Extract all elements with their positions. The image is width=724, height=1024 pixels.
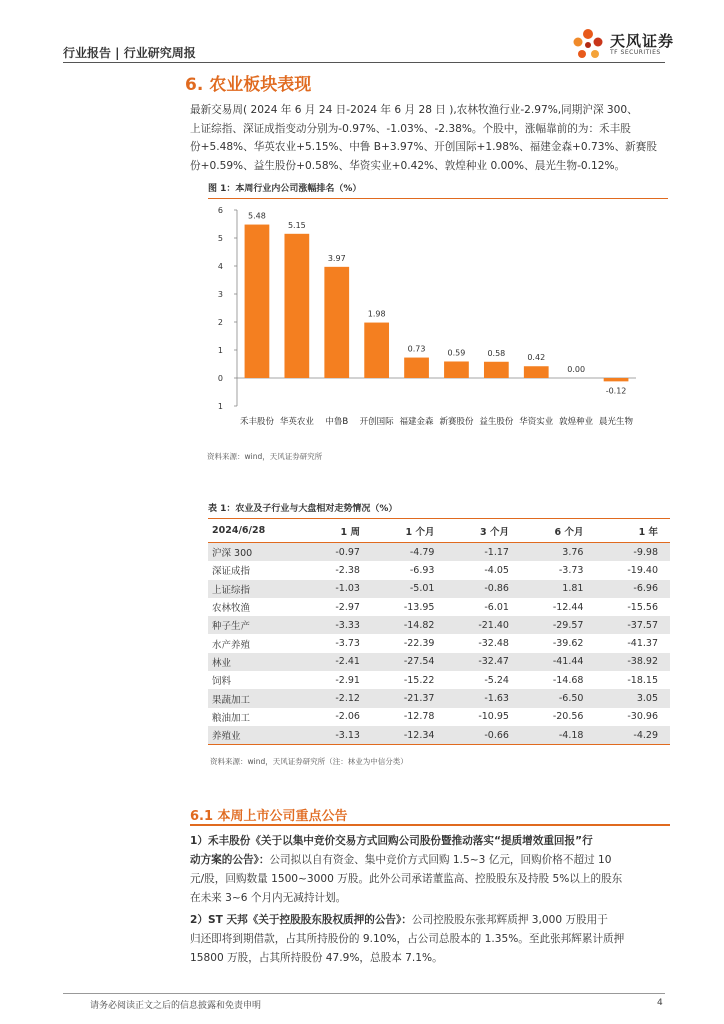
bar <box>404 358 429 378</box>
announcement-2-text-b: 归还即将到期借款，占其所持股份的 9.10%，占公司总股本的 1.35%。至此张邦辉累计质押 <box>190 933 625 945</box>
table-title: 表 1：农业及子行业与大盘相对走势情况（%） <box>208 504 398 514</box>
announcement-2-title: 2）ST 天邦《关于控股股东股权质押的公告》： <box>190 914 412 926</box>
table-cell: -32.47 <box>446 653 521 671</box>
y-tick-label: 1 <box>217 402 223 411</box>
report-category: 行业报告 | 行业研究周报 <box>63 46 196 60</box>
table-header-row <box>208 519 670 543</box>
data-label: 5.48 <box>248 211 266 221</box>
announcement-1-text-b: 元/股，回购数量 1500~3000 万股。此外公司承诺董监高、控股股东及持股 5%以上的股东 <box>190 873 623 885</box>
table-row-label: 养殖业 <box>208 726 308 745</box>
table-cell: -37.57 <box>595 616 670 634</box>
table-cell: -2.97 <box>335 601 360 613</box>
x-tick-label: 晨光生物 <box>599 417 634 427</box>
table-cell: -21.37 <box>372 689 447 707</box>
table-cell: -14.68 <box>552 674 584 686</box>
subsection-title: 6.1 本周上市公司重点公告 <box>190 809 348 824</box>
table-row-label: 饲料 <box>212 676 232 688</box>
announcement-1-text-c: 在未来 3~6 个月内无减持计划。 <box>190 892 347 904</box>
y-tick-label: 3 <box>217 290 223 299</box>
table-cell: -2.12 <box>308 689 372 707</box>
x-tick-label: 华资实业 <box>519 417 554 427</box>
announcement-2-text-a: 公司控股股东张邦辉质押 3,000 万股用于 <box>411 914 608 926</box>
table-cell: -12.44 <box>552 601 584 613</box>
bar <box>364 323 389 378</box>
table-cell: -3.73 <box>558 564 584 576</box>
table-row-label: 种子生产 <box>208 616 308 634</box>
table-cell: -12.78 <box>403 711 435 723</box>
table-cell: -3.33 <box>308 616 372 634</box>
table-cell: -1.63 <box>446 689 521 707</box>
y-tick-label: 1 <box>217 346 223 355</box>
table-cell: -5.01 <box>372 580 447 598</box>
bar <box>604 378 629 381</box>
table-cell: -2.06 <box>335 711 360 723</box>
table-header-cell: 1 年 <box>595 519 670 543</box>
table-row-label: 林业 <box>208 653 308 671</box>
footer-disclaimer: 请务必阅读正文之后的信息披露和免责申明 <box>90 1001 262 1011</box>
data-label: 0.73 <box>407 344 426 354</box>
x-tick-label: 开创国际 <box>359 417 394 427</box>
y-tick-label: 4 <box>217 262 223 271</box>
data-label: -0.12 <box>605 386 627 396</box>
gainers-bar-chart <box>190 196 668 442</box>
data-label: 5.15 <box>287 220 306 230</box>
table-row <box>208 653 670 671</box>
table-cell: -30.96 <box>627 711 658 723</box>
table-row <box>208 543 670 562</box>
summary-line-2: 上证综指、深证成指变动分别为-0.97%、-1.03%、-2.38%。个股中，涨幅靠前的为：禾丰股 <box>190 122 631 135</box>
announcement-2 <box>190 911 670 968</box>
summary-line-4: 份+0.59%、益生股份+0.58%、华资实业+0.42%、敦煌种业 0.00%、晨光生物-0.12%。 <box>190 159 626 172</box>
table-cell: -0.97 <box>308 543 372 562</box>
table-cell: -5.24 <box>484 674 509 686</box>
table-header-cell: 1 个月 <box>372 519 447 543</box>
y-tick-label: 5 <box>217 234 223 243</box>
table-row <box>208 726 670 745</box>
table-header-cell: 1 周 <box>308 519 372 543</box>
summary-line-1: 最新交易周( 2024 年 6 月 24 日-2024 年 6 月 28 日 ),农林牧渔行业-2.97%,同期沪深 300、 <box>190 104 638 116</box>
table-cell: -0.86 <box>446 580 521 598</box>
x-tick-label: 敦煌种业 <box>559 417 594 427</box>
summary-line-3: 份+5.48%、华英农业+5.15%、中鲁 B+3.97%、开创国际+1.98%、福建金森+0.73%、新赛股 <box>190 141 657 153</box>
announcement-1 <box>190 832 670 908</box>
figure-title: 图 1：本周行业内公司涨幅排名（%） <box>208 184 362 194</box>
table-cell: -20.56 <box>552 711 584 723</box>
table-cell: -15.56 <box>627 601 658 613</box>
footer-divider <box>63 993 665 994</box>
table-row-label: 果蔬加工 <box>208 689 308 707</box>
announcement-1-text-a: 公司拟以自有资金、集中竞价方式回购 1.5~3 亿元，回购价格不超过 10 <box>269 854 612 866</box>
table-cell: -27.54 <box>372 653 447 671</box>
y-tick-label: 6 <box>217 206 223 215</box>
data-label: 1.98 <box>367 309 386 319</box>
table-cell: -18.15 <box>627 674 658 686</box>
table-row <box>208 634 670 652</box>
x-tick-label: 中鲁B <box>325 417 349 427</box>
bar <box>484 362 509 378</box>
table-source: 资料来源：wind，天风证券研究所（注：林业为中信分类） <box>210 757 408 766</box>
table-header-cell: 6 个月 <box>521 519 596 543</box>
header-divider <box>63 62 665 63</box>
table-cell: 1.81 <box>521 580 596 598</box>
table-cell: 3.76 <box>521 543 596 562</box>
table-cell: -0.66 <box>446 726 521 745</box>
table-cell: -22.39 <box>403 638 435 650</box>
table-cell: -29.57 <box>521 616 596 634</box>
section-title: 6. 农业板块表现 <box>185 75 312 95</box>
data-label: 0.59 <box>447 348 466 358</box>
table-cell: -4.29 <box>595 726 670 745</box>
table-cell: -6.93 <box>409 564 435 576</box>
table-row-label: 深证成指 <box>212 566 251 578</box>
table-cell: -4.79 <box>372 543 447 562</box>
table-cell: -6.50 <box>521 689 596 707</box>
table-cell: -21.40 <box>446 616 521 634</box>
table-row-label: 粮油加工 <box>212 712 251 724</box>
data-label: 0.00 <box>567 365 586 374</box>
x-tick-label: 禾丰股份 <box>239 417 274 427</box>
table-cell: -9.98 <box>595 543 670 562</box>
x-tick-label: 福建金森 <box>399 417 434 427</box>
bar <box>324 267 349 378</box>
table-cell: -32.48 <box>478 638 509 650</box>
table-cell: -3.73 <box>335 638 360 650</box>
table-cell: -13.95 <box>403 601 435 613</box>
table-row <box>208 561 670 579</box>
table-cell: -2.38 <box>335 564 360 576</box>
x-tick-label: 新赛股份 <box>439 417 474 427</box>
table-row <box>208 598 670 616</box>
data-label: 0.42 <box>527 353 546 363</box>
table-cell: -38.92 <box>595 653 670 671</box>
bar <box>245 225 270 378</box>
table-cell: -41.37 <box>627 638 658 650</box>
table-cell: -15.22 <box>403 674 435 686</box>
tf-securities-logo <box>570 24 680 62</box>
subsection-underline <box>190 824 670 826</box>
relative-performance-table <box>208 518 670 745</box>
table-cell: -39.62 <box>552 638 584 650</box>
table-row <box>208 708 670 726</box>
table-row-label: 农林牧渔 <box>212 603 251 615</box>
logo-chinese-name: 天风证券 <box>610 32 675 50</box>
table-cell: -10.95 <box>478 711 509 723</box>
data-label: 3.97 <box>327 253 346 263</box>
y-tick-label: 2 <box>217 318 223 327</box>
x-tick-label: 华英农业 <box>279 417 314 427</box>
table-cell: -4.05 <box>484 564 509 576</box>
table-row-label: 水产养殖 <box>212 639 251 651</box>
table-cell: -1.03 <box>308 580 372 598</box>
table-cell: -41.44 <box>521 653 596 671</box>
x-tick-label: 益生股份 <box>479 417 514 427</box>
table-row-label: 沪深 300 <box>208 543 308 562</box>
logo-english-name: TF SECURITIES <box>610 49 661 56</box>
table-row <box>208 671 670 689</box>
table-row-label: 上证综指 <box>208 580 308 598</box>
table-cell: -6.96 <box>595 580 670 598</box>
table-cell: -14.82 <box>372 616 447 634</box>
table-cell: 3.05 <box>595 689 670 707</box>
summary-paragraph <box>190 101 670 175</box>
table-row <box>208 580 670 598</box>
table-cell: -12.34 <box>372 726 447 745</box>
figure-source: 资料来源：wind，天风证券研究所 <box>207 452 323 461</box>
announcement-1-title-b: 动方案的公告》： <box>190 854 270 866</box>
table-cell: -19.40 <box>627 564 658 576</box>
tf-flower-icon <box>570 26 606 62</box>
table-row <box>208 689 670 707</box>
table-cell: -4.18 <box>521 726 596 745</box>
table-cell: -6.01 <box>484 601 509 613</box>
y-tick-label: 0 <box>217 374 223 383</box>
table-row <box>208 616 670 634</box>
table-cell: -2.91 <box>335 674 360 686</box>
bar <box>524 366 549 378</box>
table-header-cell: 2024/6/28 <box>208 519 308 543</box>
table-cell: -1.17 <box>446 543 521 562</box>
data-label: 0.58 <box>487 348 506 358</box>
bar <box>284 234 309 378</box>
announcement-1-title-a: 1）禾丰股份《关于以集中竞价交易方式回购公司股份暨推动落实“提质增效重回报”行 <box>190 835 593 847</box>
page-number: 4 <box>657 998 663 1008</box>
table-cell: -2.41 <box>308 653 372 671</box>
table-header-cell: 3 个月 <box>446 519 521 543</box>
table-cell: -3.13 <box>308 726 372 745</box>
bar <box>444 361 469 378</box>
announcement-2-text-c: 15800 万股，占其所持股份 47.9%，总股本 7.1%。 <box>190 952 443 964</box>
